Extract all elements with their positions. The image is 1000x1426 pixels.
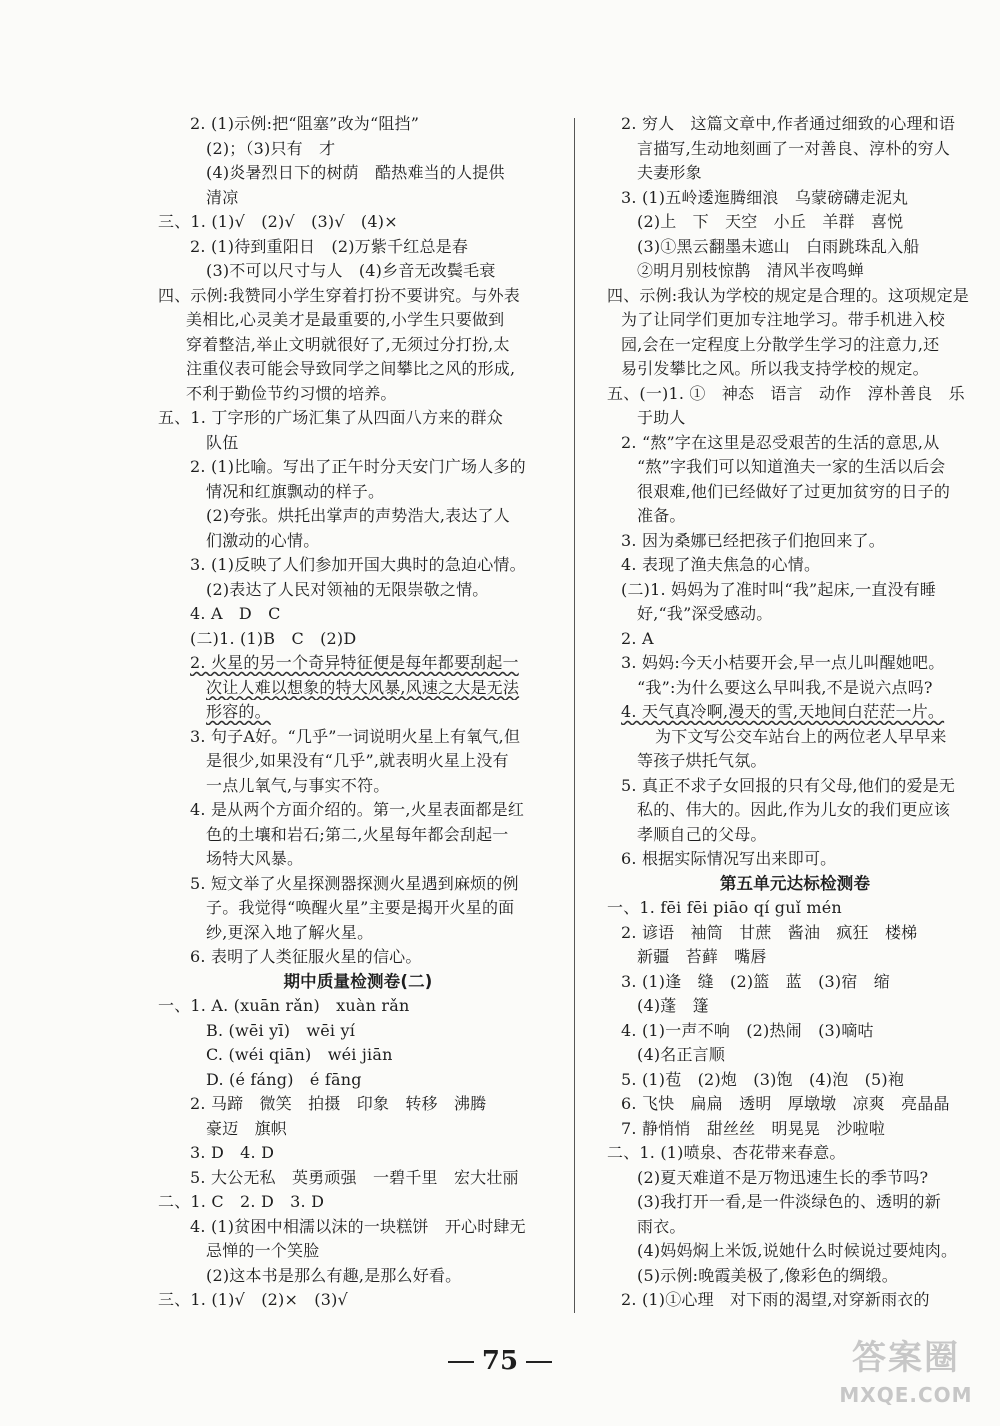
answer-line — [607, 823, 983, 848]
answer-line — [607, 406, 983, 431]
answer-text: (2)表达了人民对领袖的无限崇敬之情。 — [206, 579, 489, 599]
answer-text: 注重仪表可能会导致同学之间攀比之风的形成, — [186, 359, 516, 378]
answer-text: 新疆 苔藓 嘴唇 — [637, 947, 767, 966]
answer-line — [158, 823, 558, 848]
answer-text: 队伍 — [206, 432, 239, 452]
answer-text: 形容的。 — [206, 702, 271, 721]
answer-line — [607, 676, 983, 701]
answer-text: “我”:为什么要这么早叫我,不是说六点吗? — [637, 677, 933, 697]
answer-text: 言描写,生动地刻画了一对善良、淳朴的穷人 — [637, 138, 951, 158]
answer-text: (3)①黑云翻墨未遮山 白雨跳珠乱入船 — [637, 236, 920, 256]
answer-text: 6. 飞快 扁扁 透明 厚墩墩 凉爽 亮晶晶 — [621, 1094, 950, 1113]
answer-text: 三、1. (1)√ (2)√ (3)√ (4)× — [158, 212, 398, 231]
answer-text: 3. (1)逢 缝 (2)篮 蓝 (3)宿 缩 — [621, 971, 890, 991]
page-number-dash-left — [448, 1361, 474, 1363]
answer-text: 第五单元达标检测卷 — [719, 873, 871, 893]
answer-text: 2. (1)示例:把“阻塞”改为“阻挡” — [190, 114, 420, 133]
answer-line — [607, 553, 983, 578]
answer-line — [158, 406, 558, 431]
answer-text: 4. A D C — [190, 604, 281, 623]
answer-line — [158, 357, 558, 382]
answer-line — [607, 1239, 983, 1264]
answer-text: (2)；（3)只有 才 — [206, 138, 336, 158]
answer-text: (4)名正言顺 — [637, 1045, 726, 1064]
answer-text: 2. 谚语 袖筒 甘蔗 酱油 疯狂 楼梯 — [621, 922, 918, 942]
answer-line — [607, 1288, 983, 1313]
answer-text: 次让人难以想象的特大风暴,风速之大是无法 — [206, 677, 520, 697]
answer-text: 4. 是从两个方面介绍的。第一,火星表面都是红 — [190, 800, 525, 819]
answer-text: B. (wēi yī) wēi yí — [206, 1020, 356, 1040]
answer-line — [158, 725, 558, 750]
answer-line — [158, 945, 558, 970]
answer-text: 纱,更深入地了解火星。 — [206, 922, 374, 942]
answer-text: 五、(一)1. ① 神态 语言 动作 淳朴善良 乐 — [607, 383, 965, 403]
answer-line — [607, 798, 983, 823]
answer-text: 豪迈 旗帜 — [206, 1118, 288, 1138]
answer-line — [158, 553, 558, 578]
answer-text: 7. 静悄悄 甜丝丝 明晃晃 沙啦啦 — [621, 1118, 885, 1138]
answer-line — [158, 1264, 558, 1289]
answer-text: 五、1. 丁字形的广场汇集了从四面八方来的群众 — [158, 408, 503, 427]
answer-line — [607, 749, 983, 774]
answer-line — [607, 137, 983, 162]
answer-text: 3. 妈妈:今天小桔要开会,早一点儿叫醒她吧。 — [621, 653, 945, 672]
answer-line — [158, 259, 558, 284]
answer-line — [158, 455, 558, 480]
answer-text: 雨衣。 — [637, 1216, 686, 1236]
answer-text: 3. 因为桑娜已经把孩子们抱回来了。 — [621, 530, 885, 550]
answer-text: 们激动的心情。 — [206, 530, 320, 550]
answer-line — [158, 896, 558, 921]
answer-line — [607, 186, 983, 211]
answer-text: 一、1. fēi fēi piāo qí guǐ mén — [607, 898, 842, 917]
answer-text: 场特大风暴。 — [206, 849, 304, 868]
answer-line — [607, 210, 983, 235]
answer-line — [607, 308, 983, 333]
answer-line — [158, 284, 558, 309]
answer-line — [607, 1264, 983, 1289]
answer-line — [607, 1068, 983, 1093]
answer-text: 5. 大公无私 英勇顽强 一碧千里 宏大壮丽 — [190, 1167, 519, 1187]
answer-text: D. (é fáng) é fāng — [206, 1069, 362, 1089]
answer-text: 美相比,心灵美才是最重要的,小学生只要做到 — [186, 310, 505, 329]
answer-text: 子。我觉得“唤醒火星”主要是揭开火星的面 — [206, 898, 515, 917]
answer-text: 情况和红旗飘动的样子。 — [206, 481, 385, 501]
answer-text: 孝顺自己的父母。 — [637, 824, 767, 844]
answer-text: 好,“我”深受感动。 — [637, 604, 773, 623]
answer-text: 四、示例:我赞同小学生穿着打扮不要讲究。与外表 — [158, 285, 520, 305]
answer-line — [158, 749, 558, 774]
answer-line — [158, 602, 558, 627]
answer-line — [158, 578, 558, 603]
answer-text: 2. (1)比喻。写出了正午时分天安门广场人多的 — [190, 457, 526, 476]
answer-line — [607, 774, 983, 799]
answer-text: 等孩子烘托气氛。 — [637, 751, 767, 770]
answer-line — [158, 1068, 558, 1093]
answer-text: 四、示例:我认为学校的规定是合理的。这项规定是 — [607, 285, 969, 305]
answer-line — [158, 798, 558, 823]
answer-text: 很艰难,他们已经做好了过更加贫穷的日子的 — [637, 481, 951, 501]
answer-line — [158, 1166, 558, 1191]
answer-line — [158, 210, 558, 235]
answer-text: 私的、伟大的。因此,作为儿女的我们更应该 — [637, 800, 951, 819]
answer-line — [158, 480, 558, 505]
answer-line — [607, 1117, 983, 1142]
answer-line — [158, 1288, 558, 1313]
answer-text: (3)不可以尺寸与人 (4)乡音无改鬓毛衰 — [206, 261, 496, 280]
answer-text: 5. 短文举了火星探测器探测火星遇到麻烦的例 — [190, 873, 519, 893]
answer-line — [158, 1092, 558, 1117]
answer-text: 2. 穷人 这篇文章中,作者通过细致的心理和语 — [621, 114, 956, 133]
answer-text: 是很少,如果没有“几乎”,就表明火星上没有 — [206, 751, 509, 770]
answer-text: 4. (1)一声不响 (2)热闹 (3)嘀咕 — [621, 1020, 874, 1040]
answer-text: (二)1. (1)B C (2)D — [190, 628, 357, 648]
answer-text: 5. 真正不求子女回报的只有父母,他们的爱是无 — [621, 775, 956, 795]
answer-line — [607, 112, 983, 137]
answer-line — [607, 455, 983, 480]
answer-text: (2)夏天难道不是万物迅速生长的季节吗? — [637, 1167, 929, 1187]
answer-text: “熬”字我们可以知道渔夫一家的生活以后会 — [637, 457, 946, 476]
answer-line — [158, 308, 558, 333]
answer-text: 于助人 — [637, 408, 686, 427]
watermark-sub: MXQE.COM — [839, 1383, 973, 1407]
section-title — [158, 970, 558, 995]
answer-line — [607, 651, 983, 676]
answer-text: 穿着整洁,举止文明就很好了,无须过分打扮,太 — [186, 334, 510, 354]
answer-text: 二、1. (1)喷泉、杏花带来春意。 — [607, 1143, 846, 1162]
answer-line — [607, 259, 983, 284]
answer-line — [158, 161, 558, 186]
answer-text: 3. D 4. D — [190, 1143, 275, 1162]
answer-text: 2. (1)①心理 对下雨的渴望,对穿新雨衣的 — [621, 1290, 930, 1309]
answer-line — [607, 284, 983, 309]
answer-line — [607, 921, 983, 946]
answer-line — [607, 504, 983, 529]
answer-line — [607, 333, 983, 358]
answer-text: 3. 句子A好。“几乎”一词说明火星上有氧气,但 — [190, 726, 521, 746]
answer-line — [607, 480, 983, 505]
answer-line — [158, 627, 558, 652]
answer-text: 4. 表现了渔夫焦急的心情。 — [621, 555, 821, 574]
answer-line — [607, 945, 983, 970]
answer-text: 2. “熬”字在这里是忍受艰苦的生活的意思,从 — [621, 432, 940, 452]
answer-text: (3)我打开一看,是一件淡绿色的、透明的新 — [637, 1192, 941, 1211]
answer-text: (5)示例:晚霞美极了,像彩色的绸缎。 — [637, 1265, 898, 1285]
page-number-dash-right — [526, 1361, 552, 1363]
answer-line — [607, 1215, 983, 1240]
answer-line — [607, 1019, 983, 1044]
watermark-main: 答案圈 — [852, 1338, 960, 1378]
answer-line — [158, 700, 558, 725]
answer-line — [158, 431, 558, 456]
answer-line — [158, 1019, 558, 1044]
answer-line — [607, 161, 983, 186]
answer-line — [158, 137, 558, 162]
answer-text: 二、1. C 2. D 3. D — [158, 1192, 325, 1211]
left-column — [158, 112, 558, 1313]
answer-text: 3. (1)五岭逶迤腾细浪 乌蒙磅礴走泥丸 — [621, 187, 909, 207]
answer-text: 2. 马蹄 微笑 拍摄 印象 转移 沸腾 — [190, 1094, 487, 1113]
answer-text: (4)妈妈焖上米饭,说她什么时候说过要炖肉。 — [637, 1241, 958, 1260]
answer-text: 一、1. A. (xuān rǎn) xuàn rǎn — [158, 996, 410, 1015]
answer-line — [158, 235, 558, 260]
answer-text: 园,会在一定程度上分散学生学习的注意力,还 — [621, 334, 940, 354]
answer-line — [607, 970, 983, 995]
answer-text: (2)上 下 天空 小丘 羊群 喜悦 — [637, 212, 904, 231]
answer-text: (2)这本书是那么有趣,是那么好看。 — [206, 1265, 462, 1285]
answer-text: 为下文写公交车站台上的两位老人早早来 — [655, 726, 947, 746]
answer-line — [158, 333, 558, 358]
answer-line — [158, 872, 558, 897]
answer-line — [158, 112, 558, 137]
answer-line — [158, 1190, 558, 1215]
answer-text: 2. (1)待到重阳日 (2)万紫千红总是春 — [190, 236, 469, 256]
answer-line — [607, 700, 983, 725]
answer-text: 2. A — [621, 628, 654, 648]
answer-text: 4. (1)贫困中相濡以沫的一块糕饼 开心时肆无 — [190, 1216, 526, 1236]
answer-text: 一点儿氧气,与事实不符。 — [206, 775, 390, 795]
answer-text: ②明月别枝惊鹊 清风半夜鸣蝉 — [637, 261, 864, 280]
answer-text: 色的土壤和岩石;第二,火星每年都会刮起一 — [206, 824, 509, 844]
answer-line — [607, 994, 983, 1019]
answer-line — [607, 382, 983, 407]
answer-text: 3. (1)反映了人们参加开国大典时的急迫心情。 — [190, 555, 526, 574]
answer-line — [158, 1141, 558, 1166]
answer-text: 6. 表明了人类征服火星的信心。 — [190, 947, 422, 966]
answer-line — [607, 235, 983, 260]
answer-line — [607, 431, 983, 456]
column-divider — [574, 118, 575, 1313]
answer-line — [158, 186, 558, 211]
answer-text: 准备。 — [637, 506, 686, 525]
answer-line — [158, 774, 558, 799]
answer-text: 6. 根据实际情况写出来即可。 — [621, 849, 837, 868]
answer-line — [158, 1239, 558, 1264]
answer-line — [158, 1043, 558, 1068]
answer-text: 夫妻形象 — [637, 163, 702, 182]
answer-text: 5. (1)苞 (2)炮 (3)饱 (4)泡 (5)袍 — [621, 1069, 905, 1089]
answer-line — [158, 676, 558, 701]
answer-line — [158, 994, 558, 1019]
watermark-logo — [820, 1335, 992, 1421]
answer-line — [158, 1215, 558, 1240]
answer-text: (4)炎暑烈日下的树荫 酷热难当的人提供 — [206, 163, 505, 182]
answer-line — [607, 602, 983, 627]
answer-line — [158, 921, 558, 946]
page-number-text: 75 — [481, 1346, 519, 1376]
answer-line — [607, 725, 983, 750]
answer-line — [607, 1092, 983, 1117]
answer-text: 2. 火星的另一个奇异特征便是每年都要刮起一 — [190, 653, 519, 672]
answer-line — [607, 1141, 983, 1166]
answer-line — [607, 529, 983, 554]
answer-line — [607, 578, 983, 603]
answer-line — [158, 1117, 558, 1142]
answer-line — [607, 1166, 983, 1191]
answer-text: (二)1. 妈妈为了准时叫“我”起床,一直没有睡 — [621, 579, 937, 599]
answer-line — [607, 1043, 983, 1068]
answer-line — [607, 627, 983, 652]
answer-text: 为了让同学们更加专注地学习。带手机进入校 — [621, 310, 946, 329]
answer-text: 期中质量检测卷(二) — [283, 971, 433, 991]
answer-line — [158, 847, 558, 872]
section-title — [607, 872, 983, 897]
answer-line — [607, 1190, 983, 1215]
answer-line — [607, 896, 983, 921]
answer-text: 易引发攀比之风。所以我支持学校的规定。 — [621, 359, 929, 378]
answer-line — [158, 529, 558, 554]
answer-text: (4)蓬 篷 — [637, 996, 709, 1015]
answer-text: (2)夸张。烘托出掌声的声势浩大,表达了人 — [206, 506, 510, 525]
answer-text: 4. 天气真冷啊,漫天的雪,天地间白茫茫一片。 — [621, 702, 945, 721]
answer-line — [607, 357, 983, 382]
answer-line — [158, 382, 558, 407]
answer-text: 忌惮的一个笑脸 — [206, 1241, 320, 1260]
answer-text: C. (wéi qiān) wéi jiān — [206, 1045, 393, 1064]
answer-text: 三、1. (1)√ (2)× (3)√ — [158, 1290, 348, 1309]
answer-text: 不利于勤俭节约习惯的培养。 — [186, 383, 397, 403]
answer-line — [607, 847, 983, 872]
answer-line — [158, 504, 558, 529]
right-column — [607, 112, 983, 1313]
answer-text: 清凉 — [206, 187, 239, 207]
answer-line — [158, 651, 558, 676]
